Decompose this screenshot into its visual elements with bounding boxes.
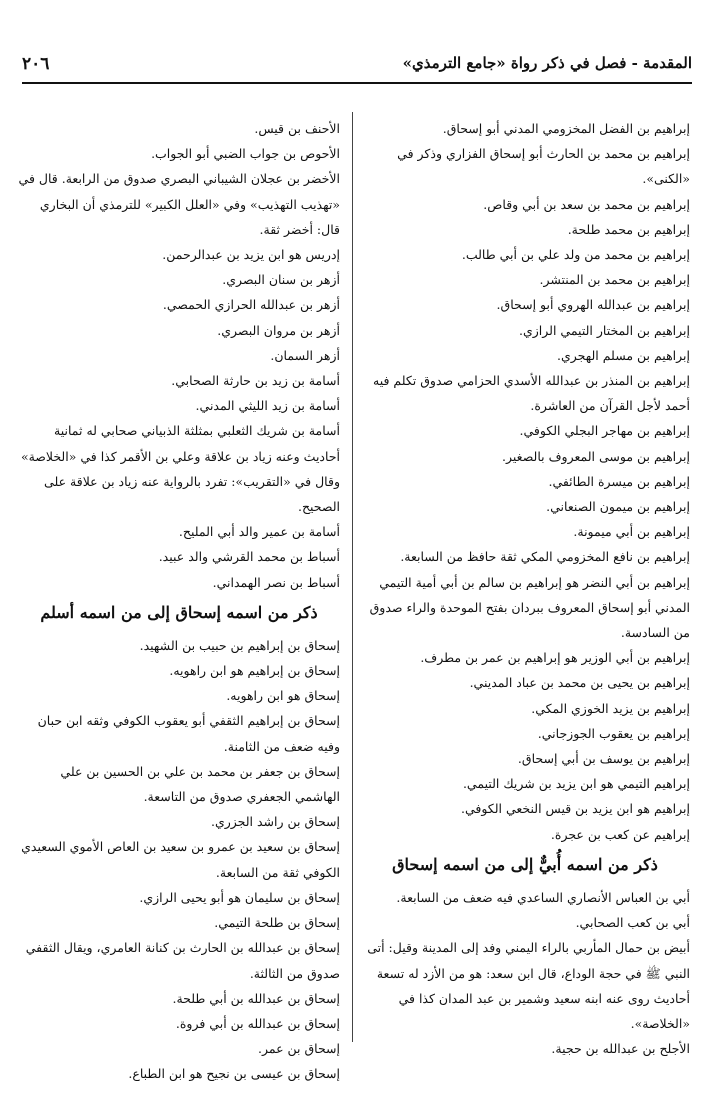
narrator-entry: أبيض بن حمال المأربي بالراء اليمني وفد إلى المدينة وقيل: أتى النبي ﷺ في حجة الوداع، قال ابن سعد: هو من الأزد له تسعة أحاديث روى عنه ابنه سعيد وشمير بن عبد المدان كذا في «الخلاصة». [367, 940, 690, 1031]
narrator-entry: أسامة بن عمير والد أبي المليح. [178, 524, 340, 540]
narrator-entry: إسحاق بن راشد الجزري. [210, 814, 340, 830]
narrator-entry: إبراهيم بن أبي الوزير هو إبراهيم بن عمر بن مطرف. [420, 650, 690, 666]
narrator-entry: أزهر السمان. [270, 347, 340, 363]
narrator-entry: إسحاق هو ابن راهويه. [226, 688, 340, 704]
narrator-entry: أزهر بن مروان البصري. [217, 322, 340, 338]
right-column [360, 116, 690, 1061]
narrator-entry: إبراهيم بن محمد بن الحارث أبو إسحاق الفزاري وذكر في «الكنى». [397, 146, 690, 187]
narrator-entry: إبراهيم التيمي هو ابن يزيد بن شريك التيمي. [462, 776, 690, 792]
narrator-entry: أسامة بن شريك الثعلبي بمثلثة الذبياني صحابي له ثمانية أحاديث وعنه زياد بن علاقة وعلي بن الأقمر كذا في «الخلاصة» وقال في «التقريب»: تفرد بالرواية عنه زياد بن علاقة على الصحيح. [20, 423, 340, 515]
narrator-entry: الأحوص بن جواب الضبي أبو الجواب. [151, 146, 340, 162]
narrator-entry: الأخضر بن عجلان الشيباني البصري صدوق من الرابعة. قال في «تهذيب التهذيب» وفي «العلل الكبير» للترمذي أن البخاري قال: أخضر ثقة. [18, 171, 340, 237]
narrator-entry: أزهر بن سنان البصري. [222, 272, 340, 288]
narrator-entry: إبراهيم بن أبي النضر هو إبراهيم بن سالم بن أبي أمية التيمي المدني أبو إسحاق المعروف ببردان بفتح الموحدة والراء صدوق من السادسة. [369, 574, 690, 641]
narrator-entry: إسحاق بن عبدالله بن أبي طلحة. [172, 990, 340, 1006]
narrator-entry: إبراهيم بن مهاجر البجلي الكوفي. [519, 423, 690, 439]
narrator-entry: إبراهيم هو ابن يزيد بن قيس النخعي الكوفي. [460, 801, 690, 817]
narrator-entry: أسباط بن نصر الهمداني. [212, 574, 340, 590]
narrator-entry: أبي بن كعب الصحابي. [575, 915, 690, 931]
narrator-entry: أسباط بن محمد القرشي والد عبيد. [158, 549, 340, 565]
left-column [18, 116, 340, 1087]
page-number: ٢٠٦ [22, 54, 50, 74]
narrator-entry: إبراهيم بن محمد من ولد علي بن أبي طالب. [461, 247, 690, 263]
narrator-entry: إسحاق بن عيسى بن نجيح هو ابن الطباع. [128, 1066, 340, 1082]
narrator-entry: إسحاق بن إبراهيم هو ابن راهويه. [169, 663, 340, 679]
narrator-entry: الأجلح بن عبدالله بن حجية. [551, 1041, 690, 1057]
narrator-entry: إبراهيم بن يزيد الخوزي المكي. [531, 700, 690, 716]
narrator-entry: إبراهيم بن نافع المخزومي المكي ثقة حافظ من السابعة. [400, 549, 690, 565]
narrator-entry: إبراهيم بن المختار التيمي الرازي. [518, 322, 690, 338]
narrator-entry: إبراهيم بن موسى المعروف بالصغير. [502, 448, 690, 464]
section-heading: ذكر من اسمه أُبيٌّ إلى من اسمه إسحاق [392, 854, 658, 874]
narrator-entry: إسحاق بن سليمان هو أبو يحيى الرازي. [139, 889, 340, 905]
narrator-entry: إسحاق بن إبراهيم الثقفي أبو يعقوب الكوفي وثقه ابن حبان وفيه ضعف من الثامنة. [37, 713, 340, 754]
header-rule [22, 82, 692, 84]
running-title: المقدمة - فصل في ذكر رواة «جامع الترمذي» [402, 54, 692, 72]
narrator-entry: إسحاق بن سعيد بن عمرو بن سعيد بن العاص الأموي السعيدي الكوفي ثقة من السابعة. [21, 839, 340, 880]
narrator-entry: إدريس هو ابن يزيد بن عبدالرحمن. [162, 247, 340, 263]
page-header [22, 52, 692, 80]
narrator-entry: إسحاق بن عبدالله بن الحارث بن كنانة العامري، ويقال الثقفي صدوق من الثالثة. [25, 940, 340, 981]
narrator-entry: إبراهيم عن كعب بن عجرة. [550, 826, 690, 842]
narrator-entry: إبراهيم بن يحيى بن محمد بن عباد المديني. [469, 675, 690, 691]
narrator-entry: أسامة بن زيد الليثي المدني. [195, 398, 340, 414]
column-divider [352, 112, 353, 1042]
narrator-entry: إبراهيم بن ميمون الصنعاني. [546, 499, 690, 515]
narrator-entry: إبراهيم بن محمد بن سعد بن أبي وقاص. [483, 196, 690, 212]
narrator-entry: إسحاق بن عبدالله بن أبي فروة. [175, 1015, 340, 1031]
narrator-entry: إسحاق بن جعفر بن محمد بن علي بن الحسين بن علي الهاشمي الجعفري صدوق من التاسعة. [60, 763, 340, 805]
narrator-entry: إسحاق بن عمر. [257, 1041, 340, 1057]
narrator-entry: إبراهيم بن أبي ميمونة. [573, 524, 690, 540]
narrator-entry: إبراهيم بن يعقوب الجوزجاني. [537, 725, 690, 741]
narrator-entry: إبراهيم بن محمد طلحة. [567, 221, 690, 237]
narrator-entry: إبراهيم بن يوسف بن أبي إسحاق. [517, 751, 690, 767]
narrator-entry: إسحاق بن طلحة التيمي. [214, 915, 340, 931]
narrator-entry: أسامة بن زيد بن حارثة الصحابي. [171, 373, 340, 389]
narrator-entry: إبراهيم بن المنذر بن عبدالله الأسدي الحزامي صدوق تكلم فيه أحمد لأجل القرآن من العاشرة. [373, 373, 690, 414]
narrator-entry: إبراهيم بن مسلم الهجري. [557, 347, 690, 363]
narrator-entry: إبراهيم بن عبدالله الهروي أبو إسحاق. [496, 297, 690, 313]
narrator-entry: أبي بن العباس الأنصاري الساعدي فيه ضعف من السابعة. [396, 889, 690, 905]
narrator-entry: إبراهيم بن ميسرة الطائفي. [548, 473, 690, 489]
narrator-entry: إبراهيم بن محمد بن المنتشر. [539, 272, 690, 288]
narrator-entry: أزهر بن عبدالله الحرازي الحمصي. [162, 297, 340, 313]
narrator-entry: الأحنف بن قيس. [254, 121, 340, 136]
section-heading: ذكر من اسمه إسحاق إلى من اسمه أسلم [40, 602, 318, 622]
narrator-entry: إبراهيم بن الفضل المخزومي المدني أبو إسحاق. [442, 121, 690, 136]
narrator-entry: إسحاق بن إبراهيم بن حبيب بن الشهيد. [139, 637, 340, 653]
